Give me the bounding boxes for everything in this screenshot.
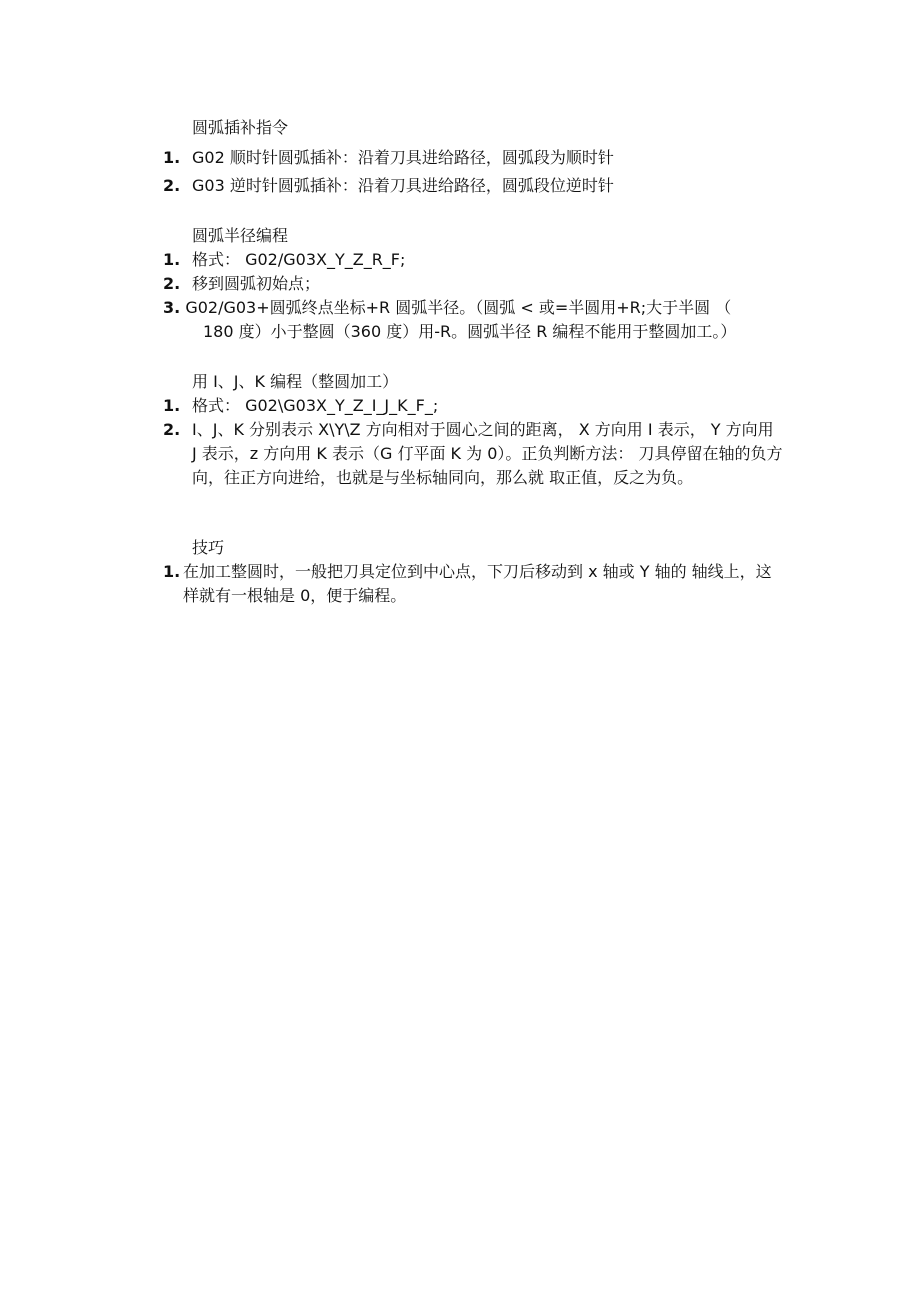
list-number: 2.	[163, 274, 181, 293]
list-number: 2.	[163, 420, 181, 439]
list-number: 1.	[163, 562, 181, 581]
list-text: 在加工整圆时，一般把刀具定位到中心点，下刀后移动到 x 轴或 Y 轴的 轴线上，这样就有一根轴是 0，便于编程。	[183, 562, 772, 605]
section-heading: 圆弧半径编程	[192, 226, 289, 245]
list-text: 格式： G02\G03X_Y_Z_I_J_K_F_;	[192, 396, 439, 415]
list-text: 移到圆弧初始点；	[192, 274, 321, 293]
list-text: I、J、K 分别表示 X\Y\Z 方向相对于圆心之间的距离， X 方向用 I 表示， Y 方向用 J 表示，z 方向用 K 表示（G 仃平面 K 为 0）。正负判断方法： 刀具停留在轴的负方向，往正方向进给，也就是与坐标轴同向，那么就 取正值，反之为负。	[192, 420, 783, 487]
numbered-list	[163, 248, 783, 344]
section-heading: 技巧	[192, 538, 225, 557]
numbered-list	[163, 394, 783, 490]
list-number: 3.	[163, 298, 181, 317]
section-radius-programming	[163, 224, 783, 344]
list-text: G02 顺时针圆弧插补：沿着刀具进给路径，圆弧段为顺时针	[192, 148, 614, 167]
section-tips	[163, 536, 783, 608]
section-heading: 用 I、J、K 编程（整圆加工）	[192, 372, 399, 391]
section-arc-interpolation	[163, 116, 783, 202]
list-number: 1.	[163, 250, 181, 269]
numbered-list	[163, 146, 783, 198]
numbered-list	[163, 560, 783, 608]
list-text-line-1: G02/G03+圆弧终点坐标+R 圆弧半径。（圆弧 < 或=半圆用+R;大于半圆 （	[185, 298, 732, 317]
list-item	[163, 394, 783, 418]
list-item	[163, 418, 783, 490]
list-item	[163, 272, 783, 296]
list-item	[163, 296, 783, 344]
list-text-line-2: 180 度）小于整圆（360 度）用-R。圆弧半径 R 编程不能用于整圆加工。）	[203, 322, 737, 341]
section-ijk-programming	[163, 370, 783, 490]
list-number: 1.	[163, 148, 181, 167]
list-text: 格式： G02/G03X_Y_Z_R_F;	[192, 250, 406, 269]
list-item	[163, 146, 783, 170]
list-item	[163, 248, 783, 272]
list-item	[163, 560, 783, 608]
list-number: 1.	[163, 396, 181, 415]
list-item	[163, 174, 783, 198]
list-text: G03 逆时针圆弧插补：沿着刀具进给路径，圆弧段位逆时针	[192, 176, 614, 195]
list-number: 2.	[163, 176, 181, 195]
section-heading: 圆弧插补指令	[192, 118, 289, 137]
